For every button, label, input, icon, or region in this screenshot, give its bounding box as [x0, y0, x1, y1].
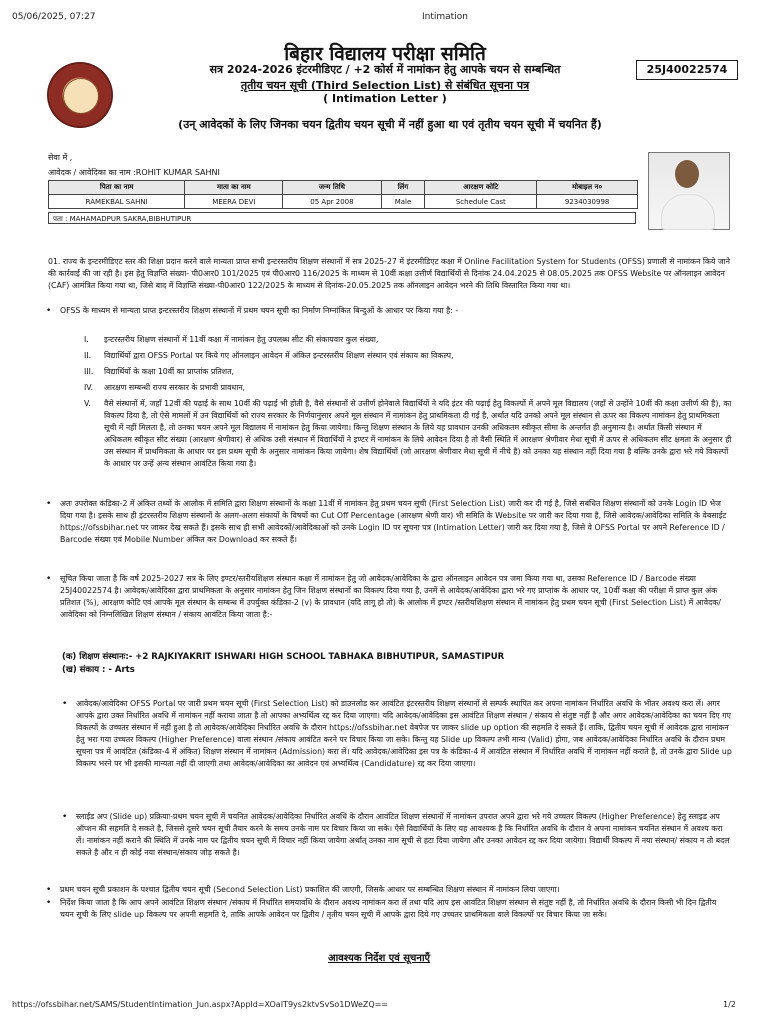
guidelines-heading: आवश्यक निर्देश एवं सूचनाएँ: [328, 953, 431, 964]
header-dob: जन्म तिथि: [283, 181, 381, 195]
address: पता : MAHAMADPUR SAKRA,BIBHUTIPUR: [48, 212, 636, 224]
page-url[interactable]: https://ofssbihar.net/SAMS/StudentIntimation_Jun.aspx?AppId=XOaIT9ys2ktvSvSo1DWeZQ==: [12, 1000, 389, 1009]
seva-line: सेवा में ,: [48, 153, 73, 162]
selection-line: तृतीय चयन सूची (Third Selection List) से संबंधित सूचना पत्र: [240, 79, 530, 92]
header-mother: माता का नाम: [185, 181, 283, 195]
print-datetime: 05/06/2025, 07:27: [12, 12, 96, 22]
roman-2-text: विद्यार्थियों द्वारा OFSS Portal पर किये गए ऑनलाइन आवेदन में अंकित इन्टरस्तरीय शिक्षण संस्थान एवं संकाय का विकल्प,: [104, 351, 454, 360]
photo-head-shape: [675, 160, 699, 188]
session-line: सत्र 2024-2026 इंटरमीडिएट / +2 कोर्स में नामांकन हेतु आपके चयन से सम्बन्धित: [209, 63, 561, 76]
header-category: आरक्षण कोटि: [425, 181, 537, 195]
roman-2-num: II.: [84, 351, 92, 360]
applicant-info-table: [48, 180, 638, 209]
letter-type: ( Intimation Letter ): [323, 92, 447, 105]
roman-3-text: विद्यार्थियों के कक्षा 10वीं का प्राप्तांक प्रतिशत,: [104, 367, 235, 376]
photo-body-shape: [661, 194, 715, 230]
ofss-basis: • OFSS के माध्यम से मान्यता प्राप्त इन्टरस्तरीय शिक्षण संस्थानों में प्रथम चयन सूची का निर्माण निम्नांकित बिन्दुओं के आधार पर किया गया है: -: [60, 305, 732, 317]
mother-name: MEERA DEVI: [185, 195, 283, 209]
page-number: 1/2: [723, 1000, 736, 1009]
gender: Male: [381, 195, 425, 209]
portal-paragraph: • आवेदक/आवेदिका OFSS Portal पर जारी प्रथम चयन सूची (First Selection List) को डाउनलोड कर आवंटित इंटरस्तरीय शिक्षण संस्थानों से सम्पर्क स्थापित कर अपना नामांकन निर्धारित अवधि के भीतर अवश्य करा लें। अगर आपके द्वारा उक्त निर्धारित अवधि में नामांकन नहीं कराया जाता है तो आपका अभ्यर्थित्व रद्द कर दिया जाएगा। यदि आवेदक/आवेदिका इस आवंटित शिक्षण संस्थान / संकाय से संतुष्ट नहीं है और अगर आवेदक/आवेदिका का चयन दिए गए विकल्पों के उच्चतर संस्थान में नहीं हुआ है तो आवेदक/आवेदिका निर्धारित अवधि के दौरान https://ofssbihar.net वेबपेज पर जाकर slide up option की सहमति दे सकते हैं। ताकि, द्वितीय चयन सूची में आवेदक द्वारा नामांकन हेतु भरा गया उच्चतर विकल्प (Higher Preference) वाला संस्थान /संकाय आवंटित करने पर विचार किया जा सके। किन्तु यह Slide up विकल्प तभी मान्य (Valid) होगा, जब आवेदक/आवेदिका निर्धारित अवधि के दौरान प्रथम सूचना पत्र में आवंटित (कंडिका-4 में अंकित) शिक्षण संस्थान में नामांकन (Admission) करा लें। यदि आवेदक/आवेदिका इस पत्र के कंडिका-4 में आवंटित संस्थान में निर्धारित अवधि में नामांकन नहीं कराते है, तो उनके द्वारा Slide up विकल्प भरने पर भी इसकी मान्यता नहीं दी जाएगी तथा आवेदक/आवेदिका का आवेदन एवं अभ्यर्थित्व (Candidature) रद्द कर दिया जाएगा।: [76, 698, 732, 770]
roman-1-text: इन्टरस्तरीय शिक्षण संस्थानों में 11वीं कक्षा में नामांकन हेतु उपलब्ध सीट की संकायवार कुल संख्या,: [104, 335, 379, 344]
header-father: पिता का नाम: [49, 181, 185, 195]
roman-3-num: III.: [84, 367, 94, 376]
header-mobile: मोबाइल न०: [537, 181, 638, 195]
roman-4-num: IV.: [84, 383, 94, 392]
second-list-paragraph: • प्रथम चयन सूची प्रकाशन के पश्चात द्वितीय चयन सूची (Second Selection List) प्रकाशित की जाएगी, जिसके आधार पर सम्बन्धित शिक्षण संस्थान में नामांकन लिया जाएगा।: [60, 884, 732, 896]
roman-5-num: V.: [84, 399, 91, 408]
roman-5-text: वैसे संस्थानों में, जहाँ 12वीं की पढ़ाई के साथ 10वीं की पढ़ाई भी होती है, वैसे संस्थानों से उत्तीर्ण होनेवाले विद्यार्थियों ने यदि इंटर की पढ़ाई हेतु विकल्पों में अपने मूल विद्यालय (जहाँ से उन्होंने 10वीं की कक्षा उत्तीर्ण की है), का विकल्प दिया है, तो ऐसे मामलों में उन विद्यार्थियों को राज्य सरकार के निर्णयानुसार अपने मूल संस्थान में नामांकन हेतु प्राथमिकता दी गई है, अर्थात यदि उनको अपने मूल संस्थान से ऊपर का विकल्प नामांकन हेतु प्राथमिकता सूची में नहीं मिलता है, तो उनका चयन अपने मूल विद्यालय में नामांकन हेतु किया जायेगा। किन्तु शिक्षण संस्थान के लिये यह प्रावधान उनकी अधिकतम स्वीकृत सीमा के अन्तर्गत ही अनुमान्य है। अर्थात किसी संस्थान में अधिकतम स्वीकृत सीट संख्या (आरक्षण श्रेणीवार) से अधिक उसी संस्थान में विद्यार्थियों ने इण्टर में नामांकन के लिये आवेदन दिया है तो वैसी स्थिति में आरक्षण श्रेणीवार मेधा सूची में ऊपर से अधिकतम सीट क्षमता के अनुसार ही उस संस्थान में प्राथमिकता के आधार पर इस प्रथम सूची के अनुसार नामांकन किया जायेगा। शेष विद्यार्थियों (जो आरक्षण श्रेणीवार मेधा सूची में नीचे है) को उनका यह संस्थान नहीं दिया गया है बल्कि उनके द्वारा भरे गये विकल्पों के आधार पर उन्हें अन्य संस्थान आवंटित किया गया है।: [104, 399, 732, 468]
application-number: 25J40022574: [636, 60, 738, 80]
allocated-faculty: (ख) संकाय : - Arts: [62, 665, 135, 675]
direction-paragraph: • निर्देश किया जाता है कि आप अपने आवंटित शिक्षण संस्थान /संकाय में निर्धारित समयावधि के दौरान अवश्य नामांकन करा लें तथा यदि आप इस आवंटित शिक्षण संस्थान से संतुष्ट नहीं है, तो निर्धारित अवधि के दौरान किसी भी दिन द्वितीय चयन सूची के लिए slide up विकल्प पर अपनी सहमति दे, ताकि आपके आवेदन पर द्वितीय / तृतीय चयन सूची में आपके द्वारा दिये गए उच्चतर प्राथमिकता वाले विकल्पों पर विचार किया जा सके।: [60, 897, 732, 921]
roman-1-num: I.: [84, 335, 89, 344]
allocated-school: (क) शिक्षण संस्थानः:- +2 RAJKIYAKRIT ISHWARI HIGH SCHOOL TABHAKA BIBHUTIPUR, SAMASTIPUR: [62, 652, 505, 662]
dob: 05 Apr 2008: [283, 195, 381, 209]
selection-note: (उन् आवेदकों के लिए जिनका चयन द्वितीय चयन सूची में नहीं हुआ था एवं तृतीय चयन सूची में चयनित हैं): [178, 118, 602, 131]
father-name: RAMEKBAL SAHNI: [49, 195, 185, 209]
first-selection-paragraph: • अतः उपरोक्त कंडिका-2 में अंकित तथ्यों के आलोक में समिति द्वारा शिक्षण संस्थानों के कक्षा 11वीं में नामांकन हेतु प्रथम चयन सूची (First Selection List) जारी कर दी गई है, जिसे सबंधित शिक्षण संस्थानों को उनके Login ID भेज दिया गया है। इसके साथ ही इंटरस्तरीय शिक्षण संस्थानों के अलग-अलग संकायों के विषयों का Cut Off Percentage (आरक्षण श्रेणी वार) भी समिति के Website पर जारी कर दिया गया है, जिसे आवेदक/आवेदिका समिति के वेबसाईट https://ofssbihar.net पर जाकर देख सकते हैं। इसके साथ ही सभी आवेदकों/आवेदिकाओं को उनके Login ID पर सूचना पत्र (Intimation Letter) जारी कर दिया गया है, जिसे वे OFSS Portal पर अपने Reference ID / Barcode संख्या एवं Mobile Number अंकित कर Download कर सकते हैं।: [60, 498, 732, 546]
applicant-name: आवेदक / आवेदिका का नाम :ROHIT KUMAR SAHNI: [48, 168, 220, 177]
category: Schedule Cast: [425, 195, 537, 209]
print-title: Intimation: [422, 12, 468, 22]
paragraph-01: 01. राज्य के इन्टरमीडिएट स्तर की शिक्षा प्रदान करने वाले मान्यता प्राप्त सभी इन्टरस्तरीय शिक्षण संस्थानों में सत्र 2025-27 में इंटरमीडिएट कक्षा में Online Facilitation System for Students (OFSS) प्रणाली से नामांकन किये जाने की कार्रवाई की जा रही है। इस हेतु विज्ञप्ति संख्या- पी0आर0 101/2025 एवं पी0आर0 116/2025 के माध्यम से 10वीं कक्षा उत्तीर्ण विद्यार्थियों से दिनांक 24.04.2025 से 08.05.2025 तक OFSS Website पर ऑनलाइन आवेदन (CAF) आमंत्रित किया गया था, जिसे बाद में विज्ञप्ति संख्या-पी0आर0 122/2025 के माध्यम से दिनांक-20.05.2025 तक ऑनलाइन आवेदन भरने की तिथि विस्तारित किया गया था।: [48, 257, 730, 290]
org-name: बिहार विद्यालय परीक्षा समिति: [284, 43, 486, 65]
slide-up-paragraph: • स्लाईड अप (Slide up) प्रक्रियाः-प्रथम चयन सूची में चयनित आवेदक/आवेदिका निर्धारित अवधि के दौरान आवंटित शिक्षण संस्थानों में नामांकन उपरात अपने द्वारा भरे गये उच्चतर विकल्प (Higher Preference) हेतु स्लाइड अप ऑप्शन की सहमति दे सकते है, जिससे दूसरे चयन सूची तैयार करने के समय उनके नाम पर विचार किया जा सके। ऐसे विद्यार्थियों के लिए यह आवश्यक है कि निर्धारित अवधि के दौरान वे अपना नामांकन चयनित संस्थान में अवश्य करा लें। नामांकन नहीं कराने की स्थिति में उनके नाम पर द्वितीय चयन सूची में विचार नहीं किया जायेगा अर्थात् उनका नाम सूची से हटा दिया जायेगा और उनका आवेदन रद्द कर दिया जायेगा। विद्यार्थी विकल्प में नया संस्थान/ संकाय न तो बदल सकते है और न ही कोई नया संस्थान/संकाय जोड़ सकते है।: [76, 811, 732, 859]
mobile-number: 9234030998: [537, 195, 638, 209]
emblem-icon: [63, 78, 99, 114]
allocation-paragraph: • सूचित किया जाता है कि वर्ष 2025-2027 सत्र के लिए इण्टर/स्तरीयशिक्षण संस्थान कक्षा में नामांकन हेतु जो आवेदक/आवेदिका के द्वारा ऑनलाइन आवेदन पत्र जमा किया गया था, उसका Reference ID / Barcode संख्या 25J40022574 है। आवेदक/आवेदिका द्वारा प्राथमिकता के अनुसार नामांकन हेतु जिन शिक्षण संस्थानों का विकल्प दिया गया है, उनमें से आवेदक/आवेदिका द्वारा भरे गए प्राप्तांक के आधार पर, 10वीं कक्षा की परीक्षा में प्राप्त कुल अंक प्रतिशत (%), आरक्षण कोटि एवं आपके मूल संस्थान के सम्बन्ध में उपर्युक्त कंडिका-2 (v) के प्रावधान (यदि लागू हो तो) के आलोक में इण्टर /स्तरीयशिक्षण संस्थान में नामांकन हेतु प्रथम चयन सूची (First Selection List) में आवेदक/आवेदिका को निम्नलिखित शिक्षण संस्थान / संकाय आवंटित किया जाता है:-: [60, 573, 732, 621]
roman-4-text: आरक्षण सम्बन्धी राज्य सरकार के प्रभावी प्रावधान,: [104, 383, 246, 392]
header-gender: लिंग: [381, 181, 425, 195]
